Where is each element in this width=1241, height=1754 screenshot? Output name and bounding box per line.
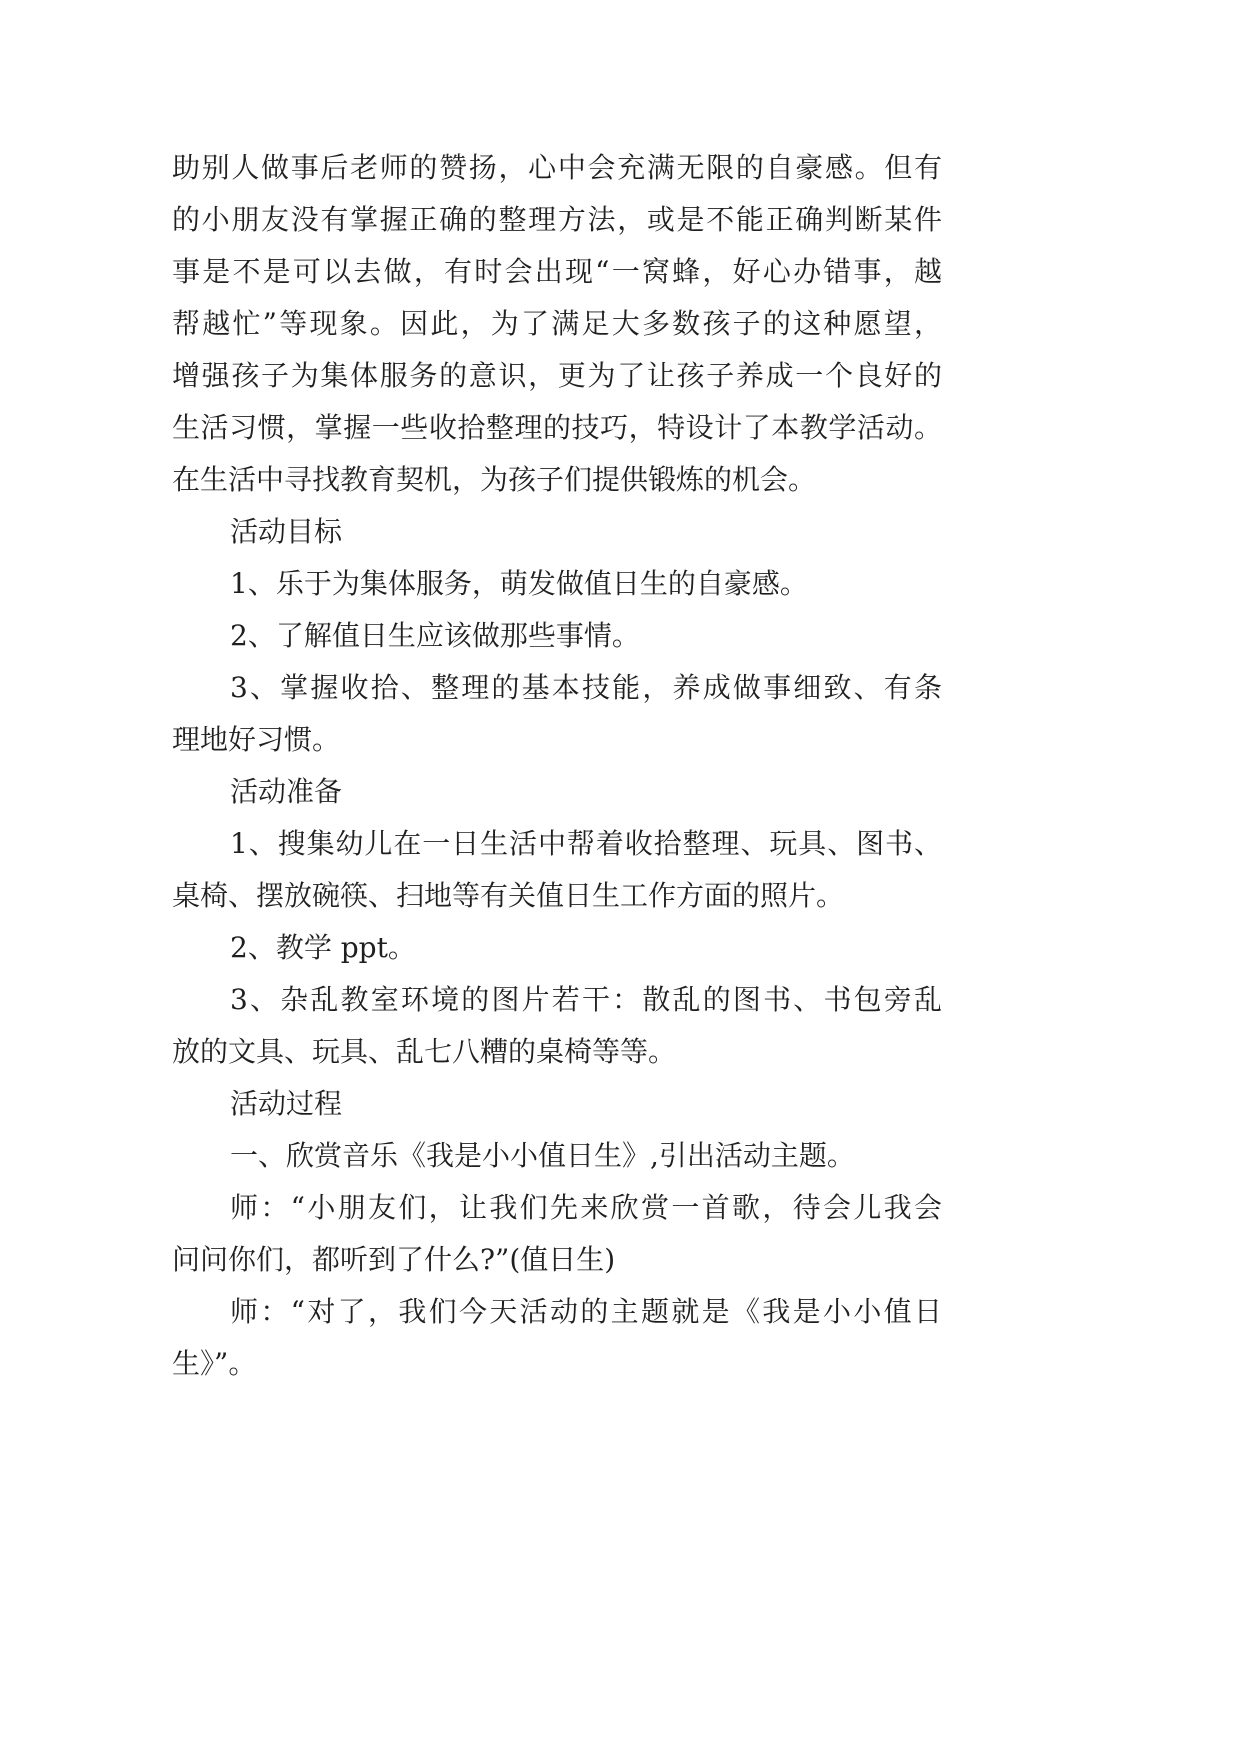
text-line: 一、欣赏音乐《我是小小值日生》,引出活动主题。: [230, 1139, 855, 1172]
list-item: [172, 922, 942, 974]
heading-text: 活动过程: [230, 1087, 343, 1120]
list-item: [172, 974, 942, 1078]
text-line: 问问你们，都听到了什么?”(值日生): [172, 1243, 616, 1276]
text-line: 3、杂乱教室环境的图片若干：散乱的图书、书包旁乱: [230, 983, 942, 1016]
text-line: 师：“对了，我们今天活动的主题就是《我是小小值日: [230, 1295, 942, 1328]
text-line: 的小朋友没有掌握正确的整理方法，或是不能正确判断某件: [172, 203, 942, 236]
section-heading-process: [172, 1078, 942, 1130]
text-line: 1、乐于为集体服务，萌发做值日生的自豪感。: [230, 567, 808, 600]
text-line: 助别人做事后老师的赞扬，心中会充满无限的自豪感。但有: [172, 151, 942, 184]
document-body: [172, 142, 942, 1390]
text-line: 增强孩子为集体服务的意识，更为了让孩子养成一个良好的: [172, 359, 942, 392]
step-heading: [172, 1130, 942, 1182]
section-heading-preparation: [172, 766, 942, 818]
paragraph-continued: [172, 142, 942, 506]
text-line: 2、了解值日生应该做那些事情。: [230, 619, 640, 652]
heading-text: 活动准备: [230, 775, 343, 808]
heading-text: 活动目标: [230, 515, 343, 548]
text-line: 帮越忙”等现象。因此，为了满足大多数孩子的这种愿望，: [172, 307, 942, 340]
section-heading-goals: [172, 506, 942, 558]
list-item: [172, 558, 942, 610]
text-line: 2、教学 ppt。: [230, 931, 416, 964]
text-line: 事是不是可以去做，有时会出现“一窝蜂，好心办错事，越: [172, 255, 942, 288]
text-line: 理地好习惯。: [172, 723, 341, 756]
list-item: [172, 662, 942, 766]
text-line: 生》”。: [172, 1347, 257, 1380]
text-line: 在生活中寻找教育契机，为孩子们提供锻炼的机会。: [172, 463, 817, 496]
text-line: 3、掌握收拾、整理的基本技能，养成做事细致、有条: [230, 671, 942, 704]
text-line: 生活习惯，掌握一些收拾整理的技巧，特设计了本教学活动。: [172, 411, 942, 444]
text-line: 1、搜集幼儿在一日生活中帮着收拾整理、玩具、图书、: [230, 827, 942, 860]
list-item: [172, 818, 942, 922]
dialogue-paragraph: [172, 1182, 942, 1286]
dialogue-paragraph: [172, 1286, 942, 1390]
text-line: 放的文具、玩具、乱七八糟的桌椅等等。: [172, 1035, 677, 1068]
text-line: 师：“小朋友们，让我们先来欣赏一首歌，待会儿我会: [230, 1191, 942, 1224]
text-line: 桌椅、摆放碗筷、扫地等有关值日生工作方面的照片。: [172, 879, 845, 912]
list-item: [172, 610, 942, 662]
